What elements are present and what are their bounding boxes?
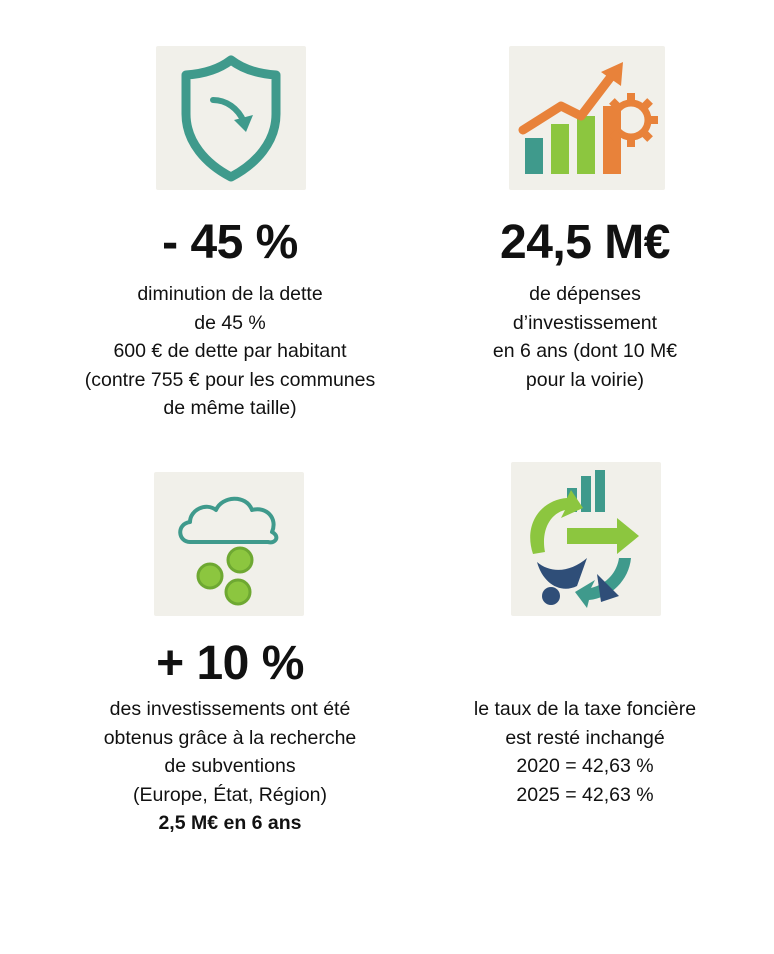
growth-chart-gear-icon (509, 46, 665, 190)
text-line: d’investissement (512, 311, 658, 334)
description-investment (405, 280, 765, 394)
text-line: de même taille) (163, 397, 297, 419)
shield-down-arrow-icon (156, 46, 306, 190)
text-line: (contre 755 € pour les communes (84, 368, 376, 391)
text-line: de 45 % (194, 311, 266, 334)
text-line: (Europe, État, Région) (132, 783, 328, 806)
text-line: est resté inchangé (505, 726, 665, 749)
text-line: de subventions (164, 755, 296, 777)
cloud-coins-icon (154, 472, 304, 616)
text-line: en 6 ans (dont 10 M€ (492, 340, 678, 362)
circular-arrows-chart-icon (511, 462, 661, 616)
stat-card-debt (50, 0, 410, 440)
text-line: le taux de la taxe foncière (473, 698, 697, 720)
headline-subsidies: + 10 % (156, 637, 304, 690)
text-line: obtenus grâce à la recherche (103, 726, 357, 749)
description-tax (405, 695, 765, 809)
text-line: 2025 = 42,63 % (516, 783, 654, 806)
stat-card-subsidies (50, 440, 410, 880)
description-subsidies (50, 695, 410, 838)
stat-card-tax (405, 440, 765, 880)
text-line: des investissements ont été (109, 698, 351, 720)
description-debt (50, 280, 410, 423)
headline-debt: - 45 % (162, 216, 298, 269)
text-line: pour la voirie) (525, 368, 645, 391)
text-line: de dépenses (529, 283, 641, 305)
stat-card-investment (405, 0, 765, 440)
text-line: 600 € de dette par habitant (113, 340, 347, 362)
text-line: 2020 = 42,63 % (516, 755, 654, 777)
text-line: diminution de la dette (137, 283, 323, 305)
text-line-bold: 2,5 M€ en 6 ans (158, 812, 302, 834)
headline-investment: 24,5 M€ (500, 216, 670, 269)
